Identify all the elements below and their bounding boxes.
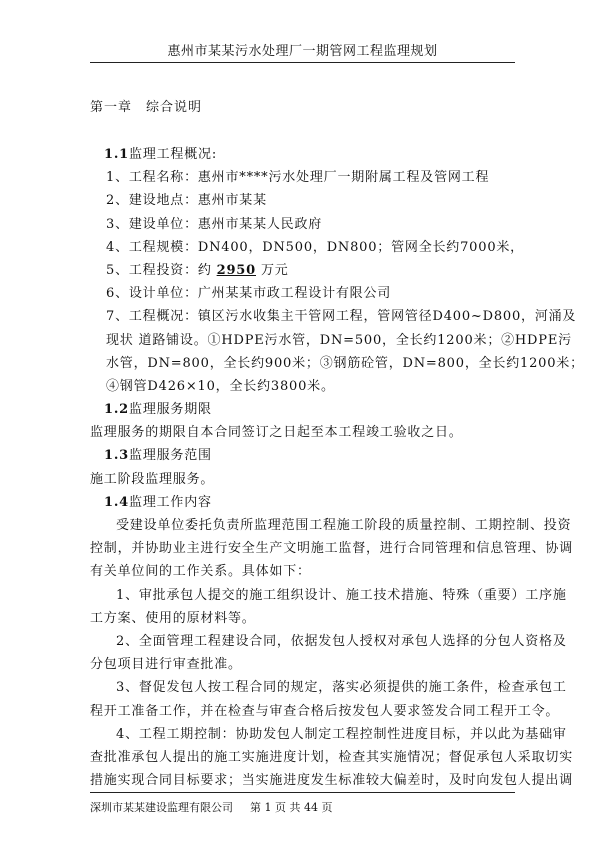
section-number: 1.3: [104, 448, 130, 464]
paragraph-4-line-3: 措施实现合同目标要求；当实施进度发生标准较大偏差时，及时向发包人提出调: [90, 773, 574, 789]
owner-item: 3、建设单位：惠州市某某人民政府: [106, 216, 323, 232]
investment-amount: 2950: [216, 262, 256, 278]
paragraph-2-line-1: 2、全面管理工程建设合同，依据发包人授权对承包人选择的分包人资格及: [116, 633, 567, 649]
section-number: 1.4: [104, 494, 130, 510]
service-scope-text: 施工阶段监理服务。: [90, 471, 215, 487]
overview-line-4: ④钢管D426×10，全长约3800米。: [106, 378, 335, 394]
section-title: 监理工程概况:: [129, 147, 218, 162]
document-body: [90, 143, 584, 792]
investment-label: 5、工程投资：约: [106, 262, 212, 278]
investment-item: [90, 259, 515, 282]
paragraph-4-line-1: 4、工程工期控制：协助发包人制定工程控制性进度目标，并以此为基础审: [116, 726, 567, 742]
overview-line-2: 现状 道路铺设。①HDPE污水管，DN=500，全长约1200米；②HDPE污: [106, 332, 572, 348]
chapter-title: 第一章 综合说明: [90, 100, 203, 115]
footer-page-number: 第 1 页 共 44 页: [250, 801, 333, 814]
section-1-2-heading: [90, 398, 515, 421]
section-title: 监理服务范围: [129, 448, 212, 464]
section-1-1-heading: [90, 143, 515, 166]
project-name-item: 1、工程名称：惠州市****污水处理厂一期附属工程及管网工程: [106, 170, 490, 186]
header-divider: [90, 62, 515, 63]
section-number: 1.1: [104, 147, 130, 162]
service-period-text: 监理服务的期限自本合同签订之日起至本工程竣工验收之日。: [90, 425, 463, 441]
paragraph-1-line-1: 1、审批承包人提交的施工组织设计、施工技术措施、特殊（重要）工序施: [116, 587, 567, 603]
paragraph-4-line-2: 查批准承包人提出的施工实施进度计划，检查其实施情况；督促承包人采取切实: [90, 749, 574, 765]
overview-line-3: 水管，DN=800，全长约900米；③钢筋砼管，DN=800，全长约1200米；: [106, 355, 584, 371]
location-item: 2、建设地点：惠州市某某: [106, 193, 267, 209]
intro-line-2: 控制，并协助业主进行安全生产文明施工监督，进行合同管理和信息管理、协调: [90, 541, 574, 557]
section-title: 监理服务期限: [129, 402, 212, 418]
footer-divider: [90, 792, 515, 793]
section-1-4-heading: [90, 491, 515, 514]
page-header-title: 惠州市某某污水处理厂一期管网工程监理规划: [167, 44, 438, 59]
section-title: 监理工作内容: [129, 494, 212, 510]
intro-line-1: 受建设单位委托负责所监理范围工程施工阶段的质量控制、工期控制、投资: [116, 518, 572, 533]
paragraph-3-line-2: 程开工准备工作，并在检查与审查合格后按发包人要求签发合同工程开工令。: [90, 703, 560, 719]
scale-item: 4、工程规模：DN400，DN500，DN800；管网全长约7000米，: [106, 239, 524, 255]
paragraph-1-line-2: 工方案、使用的原材料等。: [90, 610, 256, 626]
paragraph-3-line-1: 3、督促发包人按工程合同的规定，落实必须提供的施工条件，检查承包工: [116, 680, 567, 696]
investment-unit: 万元: [260, 262, 289, 278]
section-number: 1.2: [104, 402, 130, 418]
overview-line-1: 7、工程概况：镇区污水收集主干管网工程，管网管径D400~D800，河涌及: [106, 309, 577, 325]
designer-item: 6、设计单位：广州某某市政工程设计有限公司: [106, 286, 392, 302]
intro-line-3: 有关单位间的工作关系。具体如下：: [90, 564, 311, 580]
paragraph-2-line-2: 分包项目进行审查批准。: [90, 657, 242, 673]
section-1-3-heading: [90, 444, 515, 467]
footer-company: 深圳市某某建设监理有限公司: [90, 801, 233, 814]
overview-wrap: [90, 329, 572, 352]
